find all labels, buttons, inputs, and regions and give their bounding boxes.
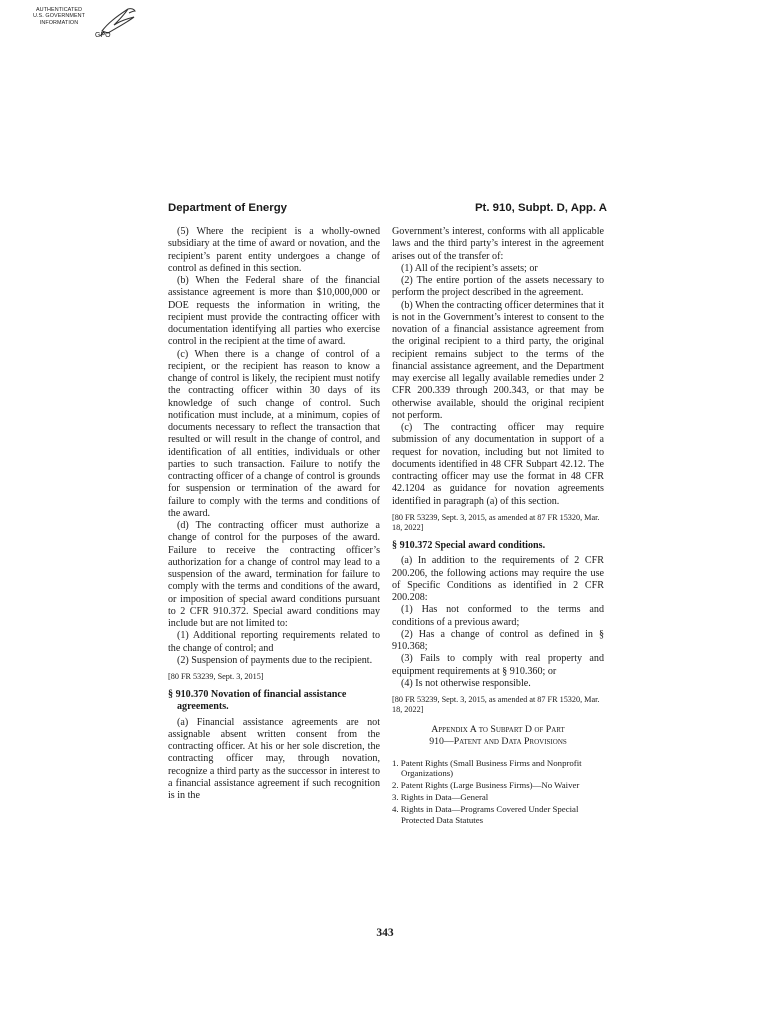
section-heading: § 910.370 Novation of financial assistance agreements.: [168, 689, 347, 713]
paragraph: (2) The entire portion of the assets necessary to perform the project described in the agreement.: [392, 275, 604, 299]
paragraph: (1) All of the recipient’s assets; or: [401, 262, 538, 274]
paragraph: (1) Has not conformed to the terms and conditions of a previous award;: [392, 604, 604, 628]
paragraph: (c) When there is a change of control of a recipient, or the recipient has reason to know a change of control is likely, the recipient must notify the contracting officer within 30 days of its knowledge of such change of control. Such notification must include, at a minimum, copies of documents necessary to reflect the transaction that resulted or will result in the change of control, and identification of all entities, individuals or other parties to such transaction. Failure to notify the contracting officer of a change of control is grounds for suspension or termination of the award for failure to comply with the terms and conditions of the award.: [168, 348, 380, 519]
appendix-heading: [392, 724, 604, 748]
stamp-line: INFORMATION: [39, 19, 79, 26]
paragraph: (4) Is not otherwise responsible.: [401, 677, 531, 689]
list-item: 1. Patent Rights (Small Business Firms and Nonprofit Organizations): [392, 757, 582, 779]
citation: [80 FR 53239, Sept. 3, 2015, as amended at 87 FR 15320, Mar. 18, 2022]: [392, 695, 600, 715]
paragraph: (b) When the Federal share of the financial assistance agreement is more than $10,000,000 or DOE requests the information in writing, the recipient must provide the contracting officer with documentation identifying all parties who exercise control in the recipient at the time of award.: [168, 275, 380, 348]
running-head: [168, 202, 607, 218]
paragraph: (c) The contracting officer may require submission of any documentation in support of a request for novation, including but not limited to documents identified in 48 CFR Subpart 42.12. The contracting officer may use the format in 48 CFR 42.1204 as guidance for novation agreements identified in paragraph (a) of this section.: [392, 422, 604, 507]
section-heading: § 910.372 Special award conditions.: [392, 540, 546, 552]
stamp-text: [28, 7, 90, 26]
appendix-heading-line: Appendix A to Subpart D of Part: [431, 723, 565, 735]
paragraph: (a) In addition to the requirements of 2 CFR 200.206, the following actions may require the use of Specific Conditions as identified in 2 CFR 200.208:: [392, 555, 604, 604]
gpo-authentication-stamp: [28, 5, 140, 51]
citation: [80 FR 53239, Sept. 3, 2015, as amended at 87 FR 15320, Mar. 18, 2022]: [392, 512, 600, 532]
stamp-line: AUTHENTICATED: [35, 7, 83, 13]
running-head-left: Department of Energy: [168, 202, 287, 214]
paragraph: (d) The contracting officer must authorize a change of control for the purposes of the award. Failure to receive the contracting officer’s authorization for a change of control may lead to a suspension of the award, termination for failure to comply with the terms and conditions of the award, or imposition of special award conditions pursuant to 2 CFR 910.372. Special award conditions may include but are not limited to:: [168, 520, 380, 629]
left-column: [168, 226, 380, 802]
paragraph: Government’s interest, conforms with all applicable laws and the third party’s interest in the agreement arises out of the transfer of:: [392, 226, 604, 262]
page-number: 343: [376, 927, 394, 939]
right-column: [392, 226, 604, 827]
list-item: 3. Rights in Data—General: [392, 792, 489, 803]
stamp-gpo: GPO: [95, 32, 111, 39]
list-item: 4. Rights in Data—Programs Covered Under Special Protected Data Statutes: [392, 804, 579, 826]
paragraph: (2) Has a change of control as defined in § 910.368;: [392, 628, 604, 653]
paragraph: (5) Where the recipient is a wholly-owned subsidiary at the time of award or novation, and the recipient’s parent entity undergoes a change of control as defined in this section.: [168, 226, 380, 274]
paragraph: (3) Fails to comply with real property and equipment requirements at § 910.360; or: [392, 653, 604, 677]
paragraph: (1) Additional reporting requirements related to the change of control; and: [168, 630, 380, 654]
appendix-list: [392, 758, 604, 826]
stamp-line: U.S. GOVERNMENT: [32, 13, 86, 20]
paragraph: (2) Suspension of payments due to the recipient.: [177, 654, 373, 666]
running-head-right: Pt. 910, Subpt. D, App. A: [474, 202, 607, 214]
list-item: 2. Patent Rights (Large Business Firms)—No Waiver: [392, 780, 580, 791]
paragraph: (b) When the contracting officer determines that it is not in the Government’s interest to consent to the novation of a financial assistance agreement from the original recipient to a third party, the original recipient remains subject to the terms of the financial assistance agreement, and the Department may exercise all legally available remedies under 2 CFR 200.339 through 200.343, or that may be otherwise available, should the original recipient not perform.: [392, 299, 604, 421]
paragraph: (a) Financial assistance agreements are not assignable absent written consent from the contracting officer. At his or her sole discretion, the contracting officer may, through novation, recognize a third party as the successor in interest to a financial assistance agreement if such recognition is in the: [168, 716, 380, 802]
citation: [80 FR 53239, Sept. 3, 2015]: [168, 672, 264, 681]
appendix-heading-line: 910—Patent and Data Provisions: [429, 735, 567, 747]
